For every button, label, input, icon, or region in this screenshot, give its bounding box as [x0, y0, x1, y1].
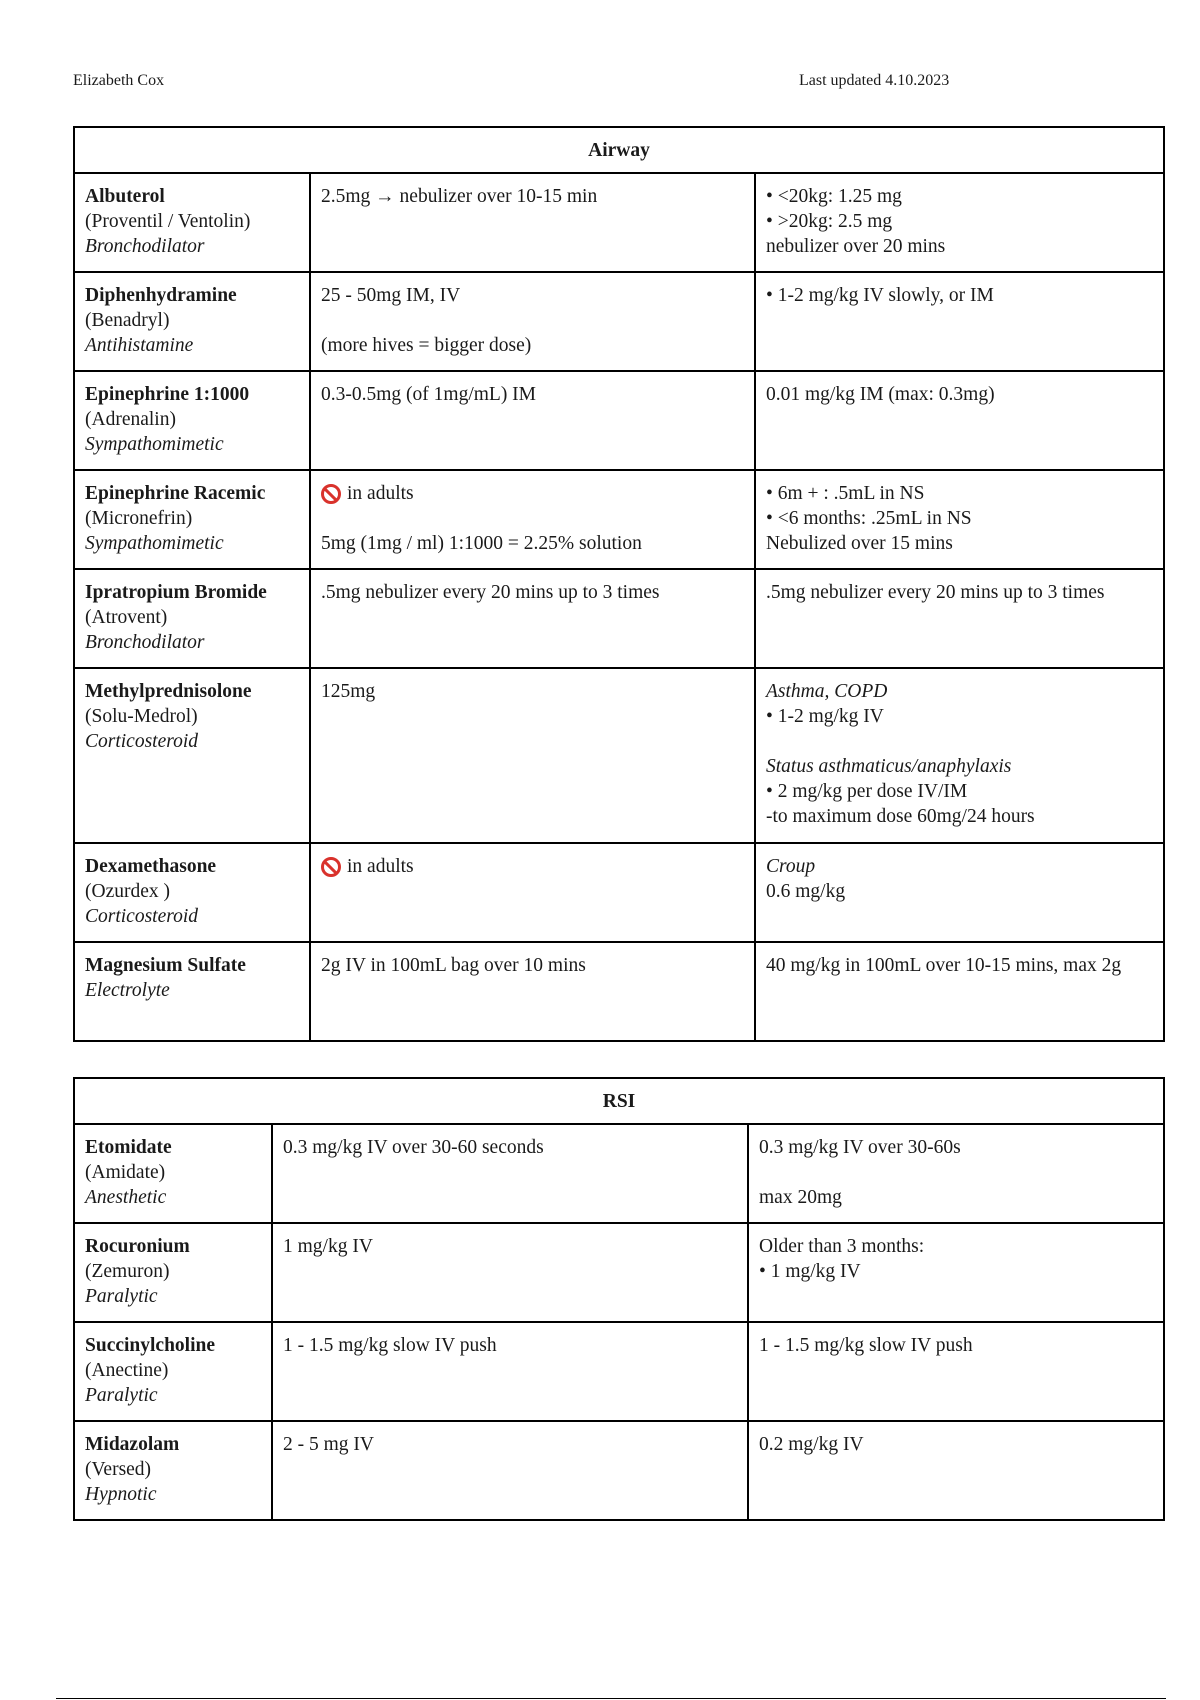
drug-class: Electrolyte	[85, 980, 170, 1001]
peds-dose-cell	[748, 1322, 1164, 1421]
adult-dose-line	[321, 283, 744, 308]
adult-dose-line	[283, 1333, 737, 1358]
peds-dose-line	[766, 580, 1153, 605]
adult-dose-line	[283, 1234, 737, 1259]
peds-dose-line	[759, 1185, 1153, 1210]
peds-dose-line	[759, 1160, 1153, 1185]
peds-dose-cell	[748, 1124, 1164, 1223]
peds-dose-text: • <6 months: .25mL in NS	[766, 508, 972, 529]
adult-dose-line	[321, 531, 744, 556]
airway-table	[73, 126, 1165, 1042]
peds-dose-text: Asthma, COPD	[766, 681, 888, 702]
peds-dose-text: nebulizer over 20 mins	[766, 236, 946, 257]
drug-cell	[74, 1322, 272, 1421]
table-row	[74, 1223, 1164, 1322]
rsi-table-body	[74, 1124, 1164, 1520]
table-row	[74, 569, 1164, 668]
peds-dose-cell	[755, 470, 1164, 569]
peds-dose-line	[759, 1432, 1153, 1457]
peds-dose-text: Nebulized over 15 mins	[766, 533, 953, 554]
peds-dose-line	[766, 506, 1153, 531]
peds-dose-cell	[748, 1421, 1164, 1520]
table-row	[74, 470, 1164, 569]
peds-dose-cell	[755, 371, 1164, 470]
adult-dose-text: (more hives = bigger dose)	[321, 335, 532, 356]
adult-dose-line	[321, 953, 744, 978]
table-row	[74, 668, 1164, 843]
adult-dose-line	[321, 679, 744, 704]
adult-dose-text: .5mg nebulizer every 20 mins up to 3 times	[321, 582, 660, 603]
adult-dose-text: 5mg (1mg / ml) 1:1000 = 2.25% solution	[321, 533, 642, 554]
table-row	[74, 843, 1164, 942]
drug-brand-name: (Proventil / Ventolin)	[85, 211, 251, 232]
drug-cell	[74, 272, 310, 371]
peds-dose-text: 0.01 mg/kg IM (max: 0.3mg)	[766, 384, 995, 405]
drug-class: Anesthetic	[85, 1187, 167, 1208]
airway-table-body	[74, 173, 1164, 1041]
peds-dose-text: • 1-2 mg/kg IV	[766, 706, 884, 727]
table-row	[74, 173, 1164, 272]
drug-class: Corticosteroid	[85, 731, 199, 752]
peds-dose-line	[766, 481, 1153, 506]
peds-dose-text: • >20kg: 2.5 mg	[766, 211, 893, 232]
drug-class: Hypnotic	[85, 1484, 157, 1505]
drug-name: Epinephrine Racemic	[85, 483, 266, 504]
drug-class: Paralytic	[85, 1286, 158, 1307]
table-row	[74, 942, 1164, 1041]
peds-dose-line	[766, 754, 1153, 779]
adult-dose-text: 2.5mg → nebulizer over 10-15 min	[321, 186, 598, 207]
drug-class: Paralytic	[85, 1385, 158, 1406]
peds-dose-text: • 1 mg/kg IV	[759, 1261, 861, 1282]
peds-dose-cell	[755, 843, 1164, 942]
peds-dose-line	[766, 283, 1153, 308]
peds-dose-line	[759, 1135, 1153, 1160]
drug-cell	[74, 173, 310, 272]
drug-cell	[74, 942, 310, 1041]
drug-class: Antihistamine	[85, 335, 194, 356]
peds-dose-text: Croup	[766, 856, 816, 877]
peds-dose-cell	[755, 173, 1164, 272]
peds-dose-line	[766, 729, 1153, 754]
peds-dose-line	[766, 234, 1153, 259]
drug-class: Sympathomimetic	[85, 533, 224, 554]
peds-dose-line	[766, 184, 1153, 209]
peds-dose-text: Older than 3 months:	[759, 1236, 925, 1257]
peds-dose-line	[766, 679, 1153, 704]
drug-cell	[74, 569, 310, 668]
drug-cell	[74, 668, 310, 843]
adult-dose-cell	[310, 569, 755, 668]
drug-cell	[74, 843, 310, 942]
peds-dose-text: • 1-2 mg/kg IV slowly, or IM	[766, 285, 994, 306]
airway-table-title: Airway	[74, 127, 1164, 173]
peds-dose-cell	[755, 272, 1164, 371]
adult-dose-text: 1 - 1.5 mg/kg slow IV push	[283, 1335, 497, 1356]
prohibited-icon	[321, 484, 341, 504]
peds-dose-text: • <20kg: 1.25 mg	[766, 186, 902, 207]
drug-name: Diphenhydramine	[85, 285, 237, 306]
author-name: Elizabeth Cox	[73, 72, 165, 89]
drug-brand-name: (Adrenalin)	[85, 409, 176, 430]
peds-dose-text: 0.6 mg/kg	[766, 881, 846, 902]
adult-dose-line	[283, 1432, 737, 1457]
drug-name: Epinephrine 1:1000	[85, 384, 250, 405]
peds-dose-line	[766, 382, 1153, 407]
adult-dose-line	[321, 481, 744, 506]
drug-brand-name: (Solu-Medrol)	[85, 706, 198, 727]
drug-brand-name: (Versed)	[85, 1459, 152, 1480]
drug-name: Rocuronium	[85, 1236, 190, 1257]
adult-dose-text: 125mg	[321, 681, 376, 702]
table-row	[74, 1421, 1164, 1520]
peds-dose-text: 1 - 1.5 mg/kg slow IV push	[759, 1335, 973, 1356]
adult-dose-line	[321, 580, 744, 605]
drug-name: Succinylcholine	[85, 1335, 216, 1356]
peds-dose-text: • 6m + : .5mL in NS	[766, 483, 925, 504]
peds-dose-line	[766, 879, 1153, 904]
adult-dose-cell	[272, 1421, 748, 1520]
drug-class: Corticosteroid	[85, 906, 199, 927]
drug-name: Magnesium Sulfate	[85, 955, 246, 976]
peds-dose-text: • 2 mg/kg per dose IV/IM	[766, 781, 968, 802]
rsi-table-title: RSI	[74, 1078, 1164, 1124]
peds-dose-cell	[755, 942, 1164, 1041]
adult-dose-text: in adults	[347, 483, 414, 504]
peds-dose-line	[759, 1259, 1153, 1284]
drug-name: Albuterol	[85, 186, 165, 207]
peds-dose-text: -to maximum dose 60mg/24 hours	[766, 806, 1035, 827]
adult-dose-cell	[310, 272, 755, 371]
drug-cell	[74, 371, 310, 470]
adult-dose-text: 1 mg/kg IV	[283, 1236, 373, 1257]
peds-dose-line	[759, 1234, 1153, 1259]
drug-name: Etomidate	[85, 1137, 172, 1158]
drug-brand-name: (Benadryl)	[85, 310, 170, 331]
peds-dose-text: .5mg nebulizer every 20 mins up to 3 times	[766, 582, 1105, 603]
page-header	[73, 72, 1163, 96]
adult-dose-text: 2g IV in 100mL bag over 10 mins	[321, 955, 586, 976]
adult-dose-cell	[310, 371, 755, 470]
drug-class: Bronchodilator	[85, 236, 205, 257]
peds-dose-line	[766, 854, 1153, 879]
drug-cell	[74, 1421, 272, 1520]
drug-brand-name: (Micronefrin)	[85, 508, 193, 529]
drug-class: Sympathomimetic	[85, 434, 224, 455]
adult-dose-text: 2 - 5 mg IV	[283, 1434, 374, 1455]
prohibited-icon	[321, 857, 341, 877]
peds-dose-line	[766, 704, 1153, 729]
adult-dose-cell	[272, 1223, 748, 1322]
drug-cell	[74, 470, 310, 569]
peds-dose-text: 0.3 mg/kg IV over 30-60s	[759, 1137, 961, 1158]
drug-class: Bronchodilator	[85, 632, 205, 653]
adult-dose-cell	[310, 843, 755, 942]
drug-brand-name: (Ozurdex )	[85, 881, 170, 902]
adult-dose-text: 0.3-0.5mg (of 1mg/mL) IM	[321, 384, 537, 405]
drug-brand-name: (Atrovent)	[85, 607, 168, 628]
peds-dose-line	[766, 804, 1153, 829]
adult-dose-cell	[272, 1322, 748, 1421]
peds-dose-cell	[748, 1223, 1164, 1322]
peds-dose-line	[766, 953, 1153, 978]
footer-divider	[56, 1698, 1166, 1699]
peds-dose-cell	[755, 668, 1164, 843]
peds-dose-line	[766, 531, 1153, 556]
drug-cell	[74, 1124, 272, 1223]
peds-dose-text: 0.2 mg/kg IV	[759, 1434, 864, 1455]
peds-dose-text: Status asthmaticus/anaphylaxis	[766, 756, 1012, 777]
last-updated: Last updated 4.10.2023	[799, 72, 950, 89]
table-row	[74, 272, 1164, 371]
peds-dose-text: max 20mg	[759, 1187, 842, 1208]
peds-dose-line	[766, 209, 1153, 234]
adult-dose-cell	[310, 668, 755, 843]
adult-dose-text: in adults	[347, 856, 414, 877]
adult-dose-line	[321, 308, 744, 333]
table-row	[74, 1322, 1164, 1421]
drug-brand-name: (Zemuron)	[85, 1261, 170, 1282]
rsi-table	[73, 1077, 1165, 1521]
peds-dose-line	[766, 779, 1153, 804]
drug-cell	[74, 1223, 272, 1322]
adult-dose-line	[321, 333, 744, 358]
peds-dose-line	[759, 1333, 1153, 1358]
drug-brand-name: (Anectine)	[85, 1360, 169, 1381]
adult-dose-cell	[310, 942, 755, 1041]
drug-name: Midazolam	[85, 1434, 180, 1455]
peds-dose-text: 40 mg/kg in 100mL over 10-15 mins, max 2g	[766, 955, 1122, 976]
adult-dose-line	[321, 184, 744, 209]
table-row	[74, 371, 1164, 470]
drug-brand-name: (Amidate)	[85, 1162, 166, 1183]
adult-dose-text: 25 - 50mg IM, IV	[321, 285, 461, 306]
adult-dose-line	[321, 854, 744, 879]
peds-dose-cell	[755, 569, 1164, 668]
drug-name: Dexamethasone	[85, 856, 217, 877]
adult-dose-cell	[272, 1124, 748, 1223]
table-row	[74, 1124, 1164, 1223]
adult-dose-text: 0.3 mg/kg IV over 30-60 seconds	[283, 1137, 544, 1158]
drug-name: Ipratropium Bromide	[85, 582, 267, 603]
drug-name: Methylprednisolone	[85, 681, 252, 702]
adult-dose-line	[321, 506, 744, 531]
adult-dose-line	[283, 1135, 737, 1160]
adult-dose-cell	[310, 470, 755, 569]
adult-dose-line	[321, 382, 744, 407]
adult-dose-cell	[310, 173, 755, 272]
